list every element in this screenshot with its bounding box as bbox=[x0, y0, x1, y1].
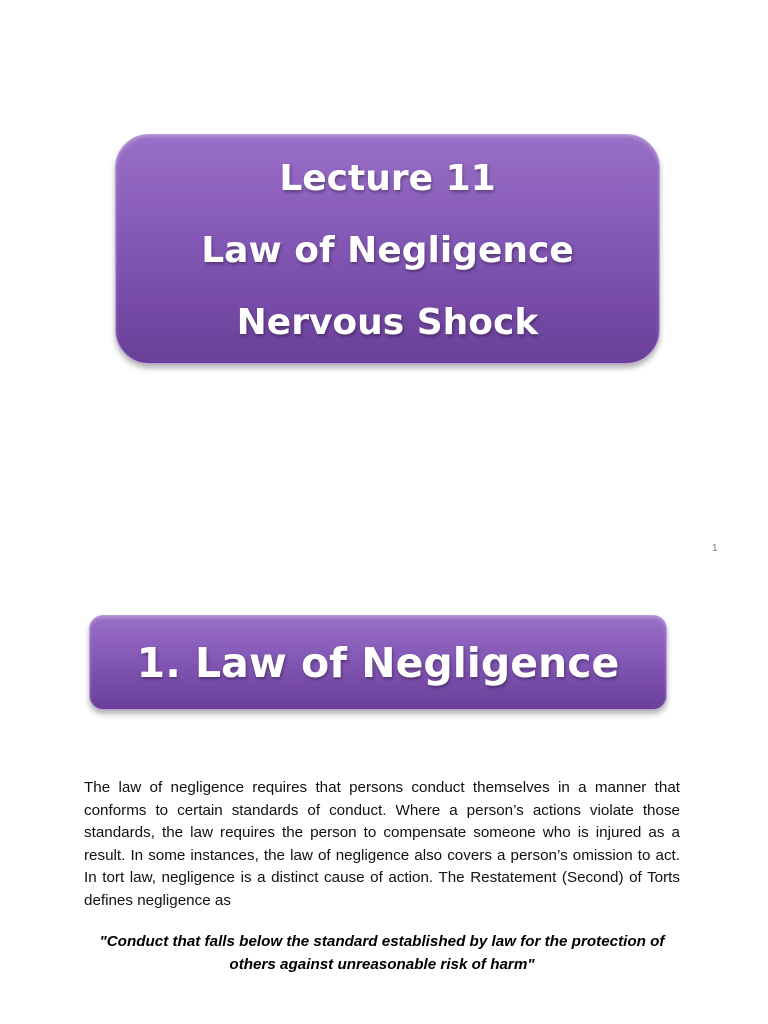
page-number: 1 bbox=[712, 543, 718, 554]
restatement-quote: "Conduct that falls below the standard established by law for the protection of others against unreasonable risk of harm" bbox=[99, 933, 665, 973]
lecture-title-box bbox=[115, 134, 660, 364]
section-title: 1. Law of Negligence bbox=[136, 638, 620, 687]
negligence-definition-paragraph: The law of negligence requires that persons conduct themselves in a manner that conforms to certain standards of conduct. Where a person’s actions violate those standards, the law requires the person to compensate someone who is injured as a result. In some instances, the law of negligence also covers a person’s omission to act. In tort law, negligence is a distinct cause of action. The Restatement (Second) of Torts defines negligence as bbox=[84, 779, 680, 909]
lecture-subtopic-title: Nervous Shock bbox=[236, 302, 539, 343]
section-title-box bbox=[89, 615, 667, 710]
slide-2 bbox=[0, 580, 768, 1024]
lecture-topic-title: Law of Negligence bbox=[201, 230, 574, 271]
lecture-number-title: Lecture 11 bbox=[279, 158, 496, 199]
